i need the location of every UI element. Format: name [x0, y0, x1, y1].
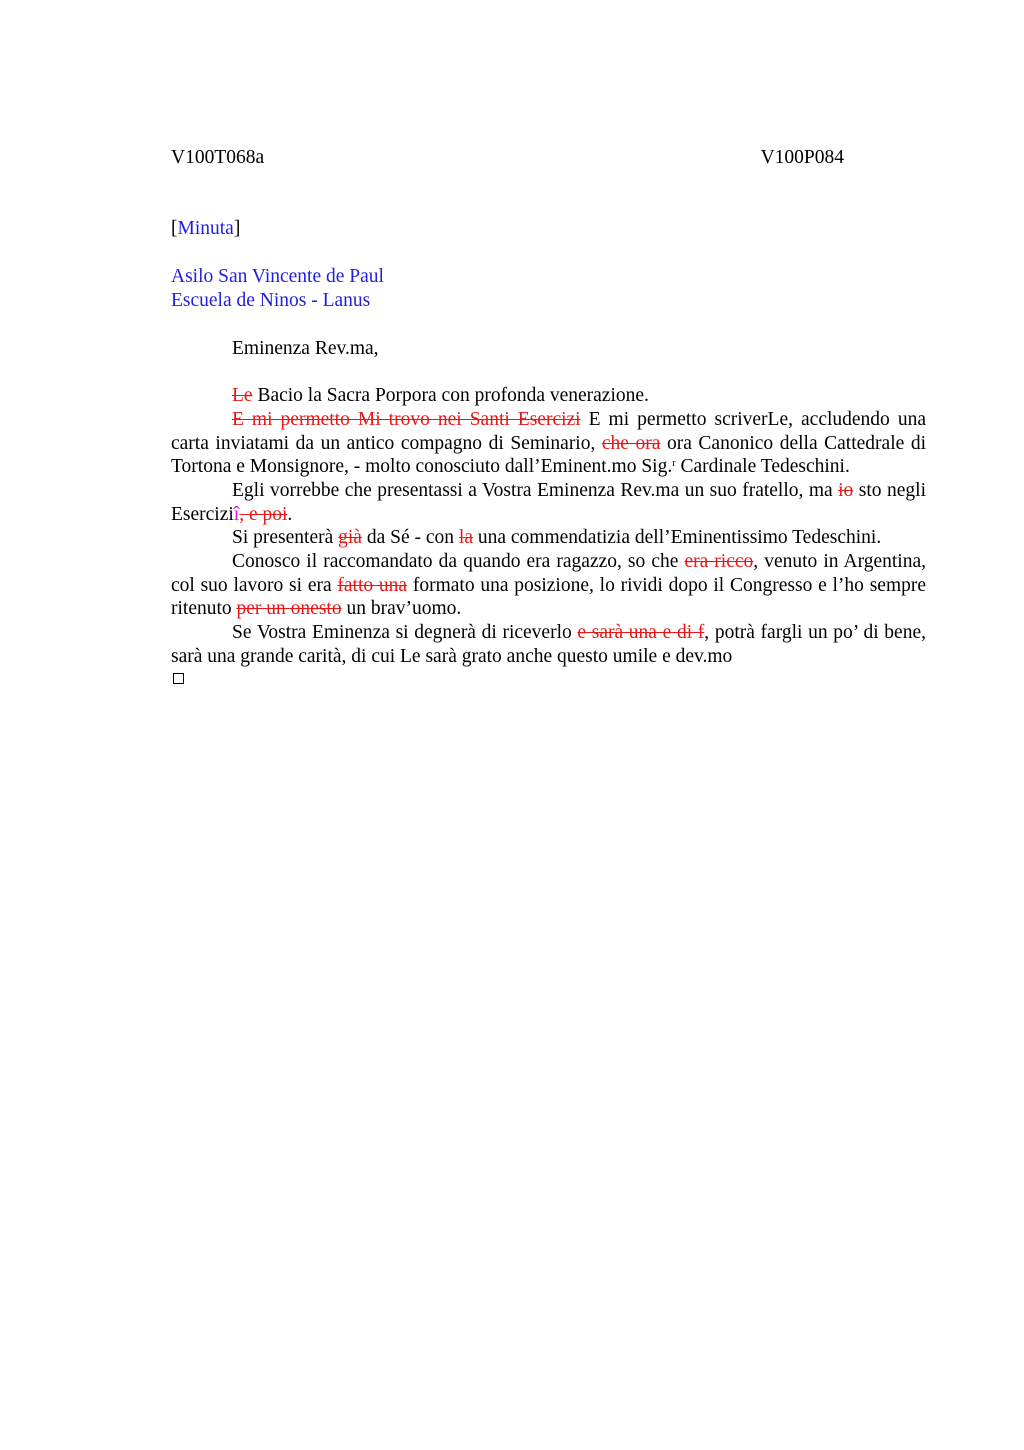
document-code-left: V100T068a [171, 147, 265, 168]
paragraph-2: E mi permetto Mi trovo nei Santi Esercizi E mi permetto scriverLe, accludendo una carta inviatami da un antico compagno di Seminario, che ora ora Canonico della Cattedrale di Tortona e Monsignore, - molto conosciuto dall’Eminent.mo Sig.$^r$ Cardinale Tedeschini. [171, 409, 926, 478]
deleted-text: , e poi [239, 503, 288, 525]
salutation: Eminenza Rev.ma, [232, 338, 379, 359]
document-code-right: V100P084 [760, 147, 844, 168]
deleted-text: fatto una [337, 574, 408, 596]
paragraph-6: Se Vostra Eminenza si degnerà di riceverlo e sarà una e di f, potrà fargli un po’ di bene, sarà una grande carità, di cui Le sarà grato anche questo umile e dev.mo [171, 622, 926, 667]
deleted-text: E mi permetto Mi trovo nei Santi Esercizi [232, 409, 581, 430]
paragraph-3: Egli vorrebbe che presentassi a Vostra Eminenza Rev.ma un suo fratello, ma io sto negli Eserciziî, e poi. [171, 480, 926, 525]
deleted-text: per un onesto [236, 598, 342, 620]
address-line-1: Asilo San Vincente de Paul [171, 266, 384, 287]
checkbox-symbol-icon [173, 673, 184, 684]
deleted-text: Le [232, 385, 253, 406]
minuta-label: [Minuta] [171, 218, 241, 239]
deleted-text: io [838, 480, 854, 501]
inserted-text: î [233, 503, 240, 525]
deleted-text: era ricco [684, 551, 754, 572]
paragraph-1: Le Bacio la Sacra Porpora con profonda venerazione. [232, 385, 649, 406]
deleted-text: e sarà una e di f [577, 622, 705, 643]
address-line-2: Escuela de Ninos - Lanus [171, 290, 371, 311]
deleted-text: già [338, 527, 362, 548]
paragraph-4: Si presenterà già da Sé - con la una commendatizia dell’Eminentissimo Tedeschini. [232, 527, 882, 548]
deleted-text: che ora [601, 432, 661, 454]
deleted-text: la [458, 527, 473, 548]
paragraph-5: Conosco il raccomandato da quando era ragazzo, so che era ricco, venuto in Argentina, col suo lavoro si era fatto una formato una posizione, lo rividi dopo il Congresso e l’ho sempre ritenuto per un onesto un brav’uomo. [171, 551, 927, 620]
